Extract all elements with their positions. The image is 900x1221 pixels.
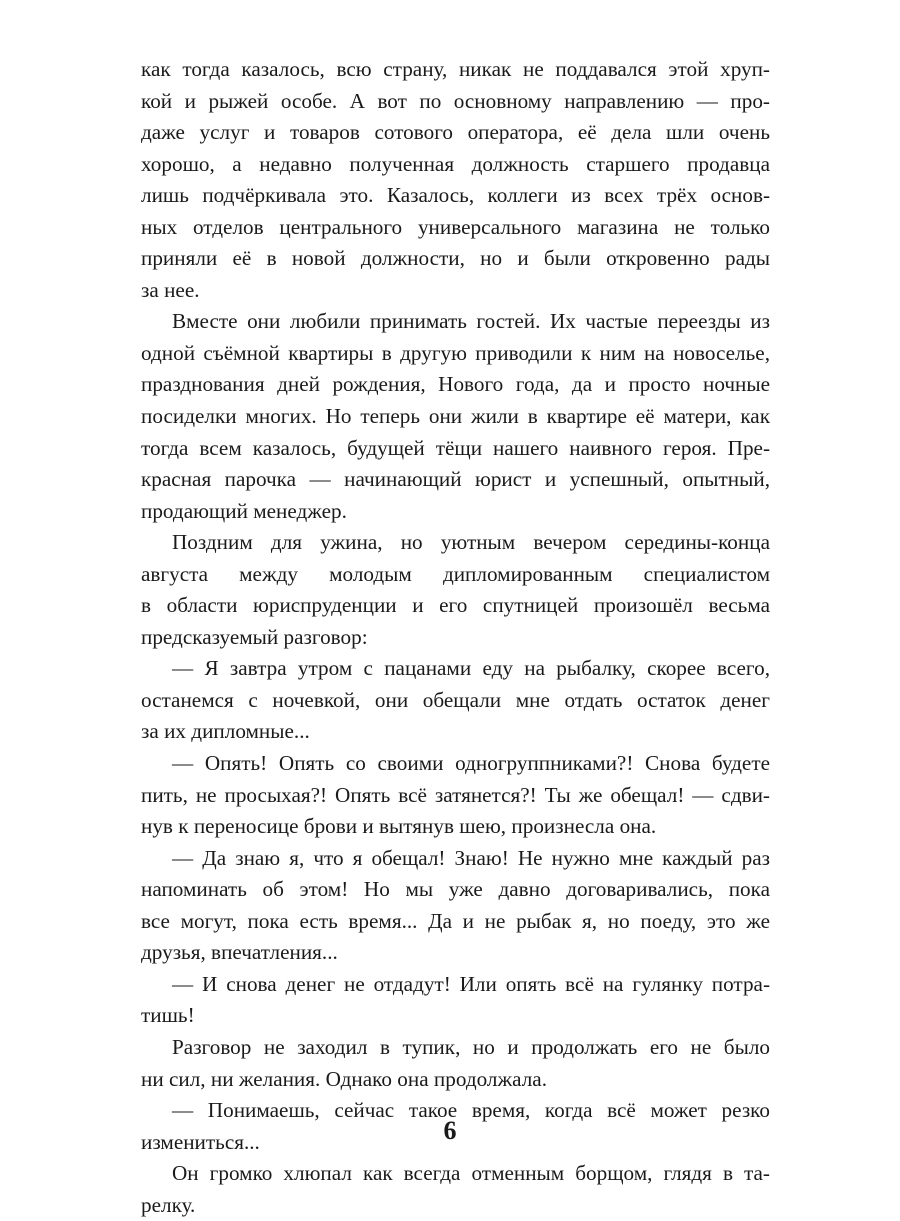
text-line: тогда всем казалось, будущей тёщи нашего наивного героя. Пре- bbox=[141, 435, 770, 460]
text-line: — Понимаешь, сейчас такое время, когда всё может резко bbox=[172, 1098, 770, 1123]
text-line: — Да знаю я, что я обещал! Знаю! Не нужно мне каждый раз bbox=[172, 845, 770, 870]
text-line: все могут, пока есть время... Да и не рыбак я, но поеду, это же bbox=[141, 908, 770, 933]
text-line: кой и рыжей особе. А вот по основному направлению — про- bbox=[141, 88, 770, 113]
text-line: красная парочка — начинающий юрист и успешный, опытный, bbox=[141, 467, 770, 492]
text-line: продающий менеджер. bbox=[141, 498, 347, 523]
text-line: Вместе они любили принимать гостей. Их частые переезды из bbox=[172, 309, 770, 334]
text-line: одной съёмной квартиры в другую приводили к ним на новоселье, bbox=[141, 340, 770, 365]
text-line: ни сил, ни желания. Однако она продолжала. bbox=[141, 1066, 547, 1091]
text-line: друзья, впечатления... bbox=[141, 940, 338, 965]
page-number: 6 bbox=[443, 1116, 457, 1145]
text-line: пить, не просыхая?! Опять всё затянется?! Ты же обещал! — сдви- bbox=[141, 782, 770, 807]
text-line: за нее. bbox=[141, 277, 200, 302]
text-line: — Опять! Опять со своими одногруппниками?! Снова будете bbox=[172, 751, 770, 776]
text-line: посиделки многих. Но теперь они жили в квартире её матери, как bbox=[141, 404, 770, 429]
text-line: — И снова денег не отдадут! Или опять всё на гулянку потра- bbox=[172, 971, 770, 996]
text-line: приняли её в новой должности, но и были откровенно рады bbox=[141, 246, 770, 271]
text-line: августа между молодым дипломированным специалистом bbox=[141, 561, 770, 586]
text-line: хорошо, а недавно полученная должность старшего продавца bbox=[141, 151, 770, 176]
text-line: ных отделов центрального универсального магазина не только bbox=[141, 214, 770, 239]
text-line: предсказуемый разговор: bbox=[141, 624, 368, 649]
text-line: тишь! bbox=[141, 1003, 195, 1028]
text-line: нув к переносице брови и вытянув шею, произнесла она. bbox=[141, 814, 657, 839]
text-line: — Я завтра утром с пацанами еду на рыбалку, скорее всего, bbox=[172, 656, 770, 681]
body-text bbox=[141, 54, 770, 1221]
text-line: Поздним для ужина, но уютным вечером середины-конца bbox=[172, 530, 770, 555]
text-line: Он громко хлюпал как всегда отменным борщом, глядя в та- bbox=[172, 1161, 770, 1186]
text-line: лишь подчёркивала это. Казалось, коллеги из всех трёх основ- bbox=[141, 183, 770, 208]
text-line: как тогда казалось, всю страну, никак не поддавался этой хруп- bbox=[141, 57, 770, 81]
text-line: празднования дней рождения, Нового года, да и просто ночные bbox=[141, 372, 770, 397]
text-line: за их дипломные... bbox=[141, 719, 310, 744]
text-line: Разговор не заходил в тупик, но и продолжать его не было bbox=[172, 1034, 770, 1059]
text-line: релку. bbox=[141, 1192, 196, 1217]
text-line: в области юриспруденции и его спутницей произошёл весьма bbox=[141, 593, 770, 618]
text-line: измениться... bbox=[141, 1129, 260, 1154]
text-line: останемся с ночевкой, они обещали мне отдать остаток денег bbox=[141, 687, 770, 712]
text-line: напоминать об этом! Но мы уже давно договаривались, пока bbox=[141, 877, 770, 902]
text-line: даже услуг и товаров сотового оператора, её дела шли очень bbox=[141, 120, 770, 145]
